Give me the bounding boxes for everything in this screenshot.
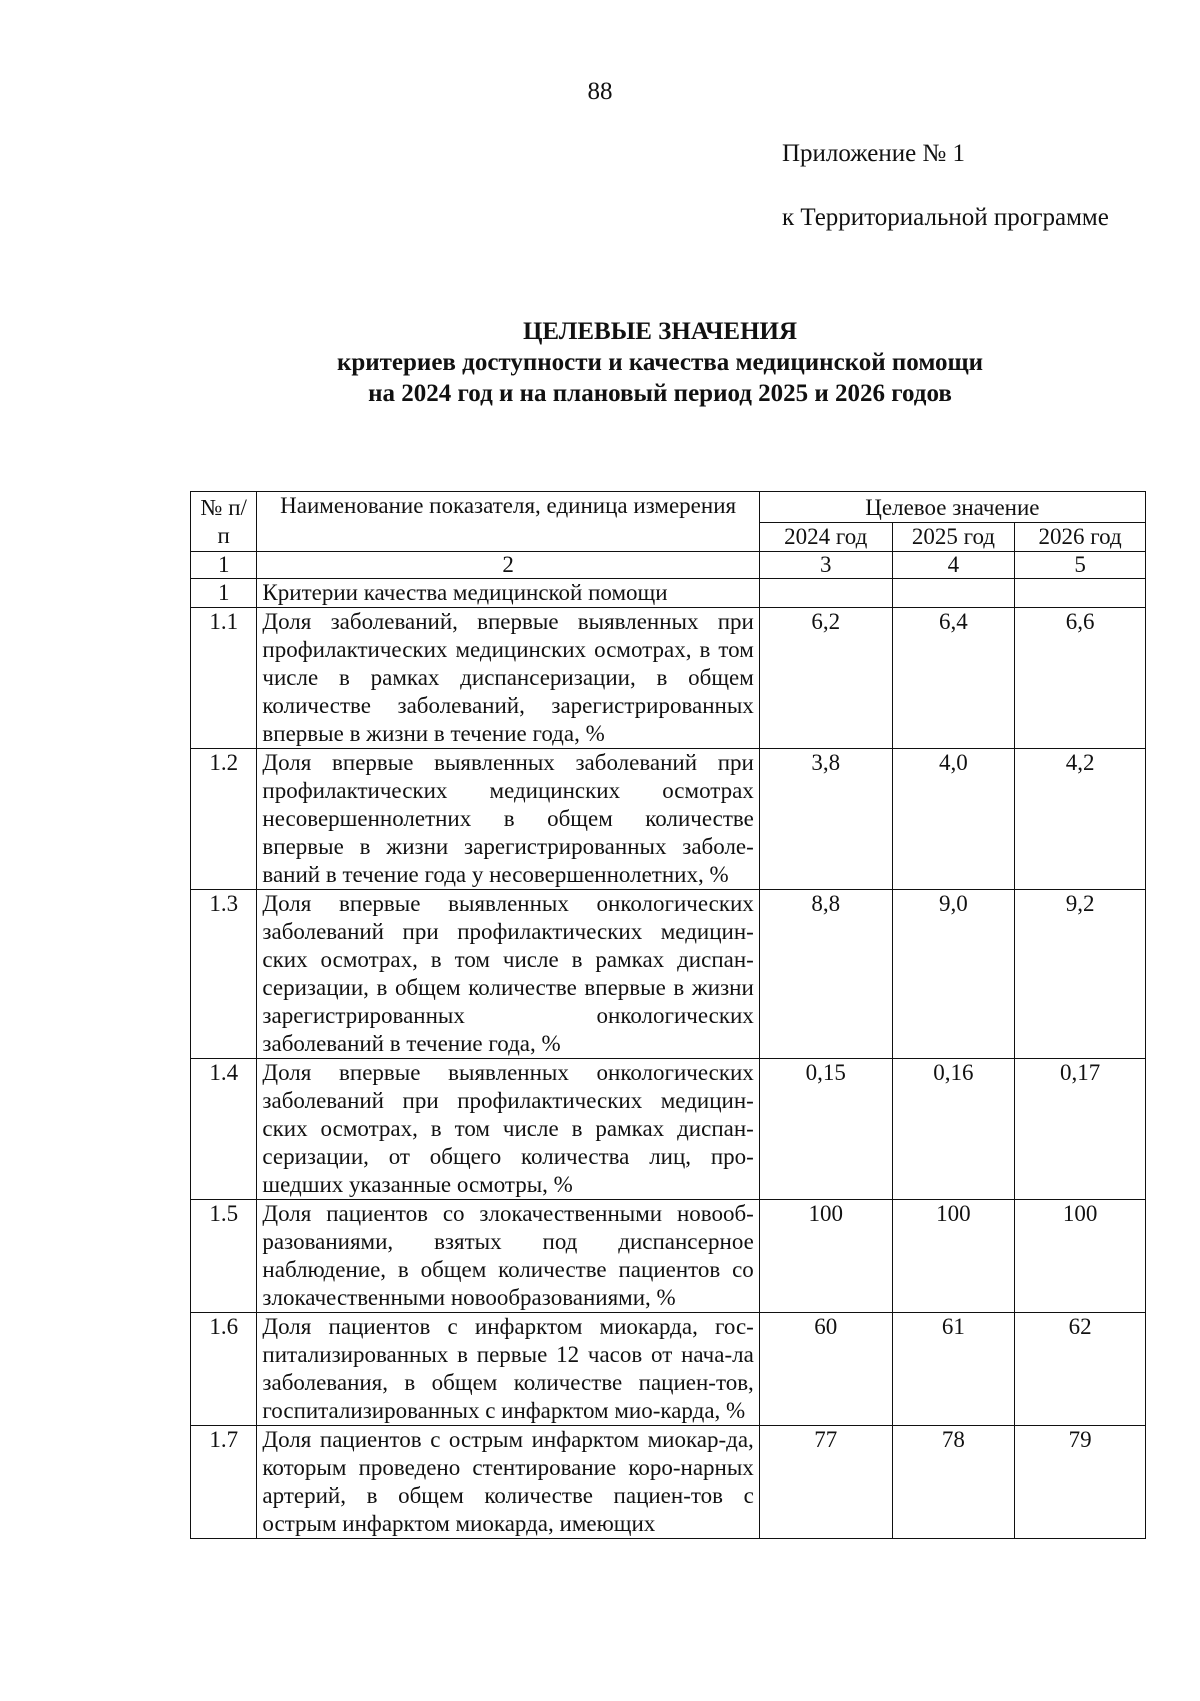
table-header-row (191, 492, 1146, 523)
column-number: 5 (1015, 552, 1146, 579)
table-row (191, 579, 1146, 608)
header-target-value: Целевое значение (759, 492, 1145, 523)
value-2024: 0,15 (759, 1059, 892, 1200)
value-2024: 60 (759, 1313, 892, 1426)
value-2026: 0,17 (1015, 1059, 1146, 1200)
value-2025: 0,16 (892, 1059, 1014, 1200)
table-row (191, 1200, 1146, 1313)
indicator-name: Доля пациентов с инфарктом миокарда, гос-питализированных в первые 12 часов от нача-ла заболевания, в общем количестве пациен-тов, госпитализированных с инфарктом мио-карда, % (257, 1313, 759, 1426)
row-number: 1.1 (191, 608, 257, 749)
column-number: 1 (191, 552, 257, 579)
value-2026: 6,6 (1015, 608, 1146, 749)
header-year-2024: 2024 год (759, 523, 892, 552)
value-2025: 61 (892, 1313, 1014, 1426)
title-line-1: ЦЕЛЕВЫЕ ЗНАЧЕНИЯ (522, 318, 798, 345)
value-2025: 4,0 (892, 749, 1014, 890)
title-line-2: критериев доступности и качества медицинской помощи (336, 349, 984, 376)
row-number: 1.4 (191, 1059, 257, 1200)
row-number: 1.6 (191, 1313, 257, 1426)
row-number: 1 (191, 579, 257, 608)
indicator-name: Критерии качества медицинской помощи (257, 579, 759, 608)
indicator-name: Доля заболеваний, впервые выявленных при профилактических медицинских осмотрах, в том числе в рамках диспансеризации, в общем количестве заболеваний, зарегистрированных впервые в жизни в течение года, % (257, 608, 759, 749)
table-row (191, 1313, 1146, 1426)
value-2024: 6,2 (759, 608, 892, 749)
target-values-table (190, 491, 1146, 1539)
value-2025: 78 (892, 1426, 1014, 1539)
header-number: № п/п (191, 492, 257, 552)
header-indicator-name: Наименование показателя, единица измерения (257, 492, 759, 552)
value-2024: 8,8 (759, 890, 892, 1059)
value-2026: 4,2 (1015, 749, 1146, 890)
row-number: 1.3 (191, 890, 257, 1059)
table-row (191, 1059, 1146, 1200)
column-number: 3 (759, 552, 892, 579)
table-row (191, 749, 1146, 890)
row-number: 1.2 (191, 749, 257, 890)
indicator-name: Доля пациентов со злокачественными новооб-разованиями, взятых под диспансерное наблюдение, в общем количестве пациентов со злокачественными новообразованиями, % (257, 1200, 759, 1313)
column-number: 4 (892, 552, 1014, 579)
title-line-3: на 2024 год и на плановый период 2025 и 2026 годов (368, 380, 952, 407)
value-2024: 77 (759, 1426, 892, 1539)
value-2026 (1015, 579, 1146, 608)
table-row (191, 1426, 1146, 1539)
table-row (191, 890, 1146, 1059)
indicator-name: Доля пациентов с острым инфарктом миокар-да, которым проведено стентирование коро-нарных артерий, в общем количестве пациен-тов с острым инфарктом миокарда, имеющих (257, 1426, 759, 1539)
value-2026: 79 (1015, 1426, 1146, 1539)
column-number: 2 (257, 552, 759, 579)
value-2025: 6,4 (892, 608, 1014, 749)
value-2025 (892, 579, 1014, 608)
value-2025: 9,0 (892, 890, 1014, 1059)
row-number: 1.5 (191, 1200, 257, 1313)
document-title (0, 316, 1200, 409)
table-row (191, 608, 1146, 749)
value-2026: 62 (1015, 1313, 1146, 1426)
indicator-name: Доля впервые выявленных онкологических заболеваний при профилактических медицин-ских осмотрах, в том числе в рамках диспан-серизации, от общего количества лиц, про-шедших указанные осмотры, % (257, 1059, 759, 1200)
table-body (191, 492, 1146, 1539)
indicator-name: Доля впервые выявленных заболеваний при профилактических медицинских осмотрах несовершеннолетних в общем количестве впервые в жизни зарегистрированных заболе-ваний в течение года у несовершеннолетних, % (257, 749, 759, 890)
appendix-reference: к Территориальной программе (782, 204, 1109, 231)
value-2024 (759, 579, 892, 608)
indicator-name: Доля впервые выявленных онкологических заболеваний при профилактических медицин-ских осмотрах, в том числе в рамках диспан-серизации, в общем количестве впервые в жизни зарегистрированных онкологических заболеваний в течение года, % (257, 890, 759, 1059)
header-year-2026: 2026 год (1015, 523, 1146, 552)
value-2024: 3,8 (759, 749, 892, 890)
column-number-row (191, 552, 1146, 579)
row-number: 1.7 (191, 1426, 257, 1539)
page-number: 88 (587, 78, 613, 105)
appendix-label: Приложение № 1 (782, 140, 966, 167)
value-2024: 100 (759, 1200, 892, 1313)
value-2026: 100 (1015, 1200, 1146, 1313)
header-year-2025: 2025 год (892, 523, 1014, 552)
value-2025: 100 (892, 1200, 1014, 1313)
value-2026: 9,2 (1015, 890, 1146, 1059)
